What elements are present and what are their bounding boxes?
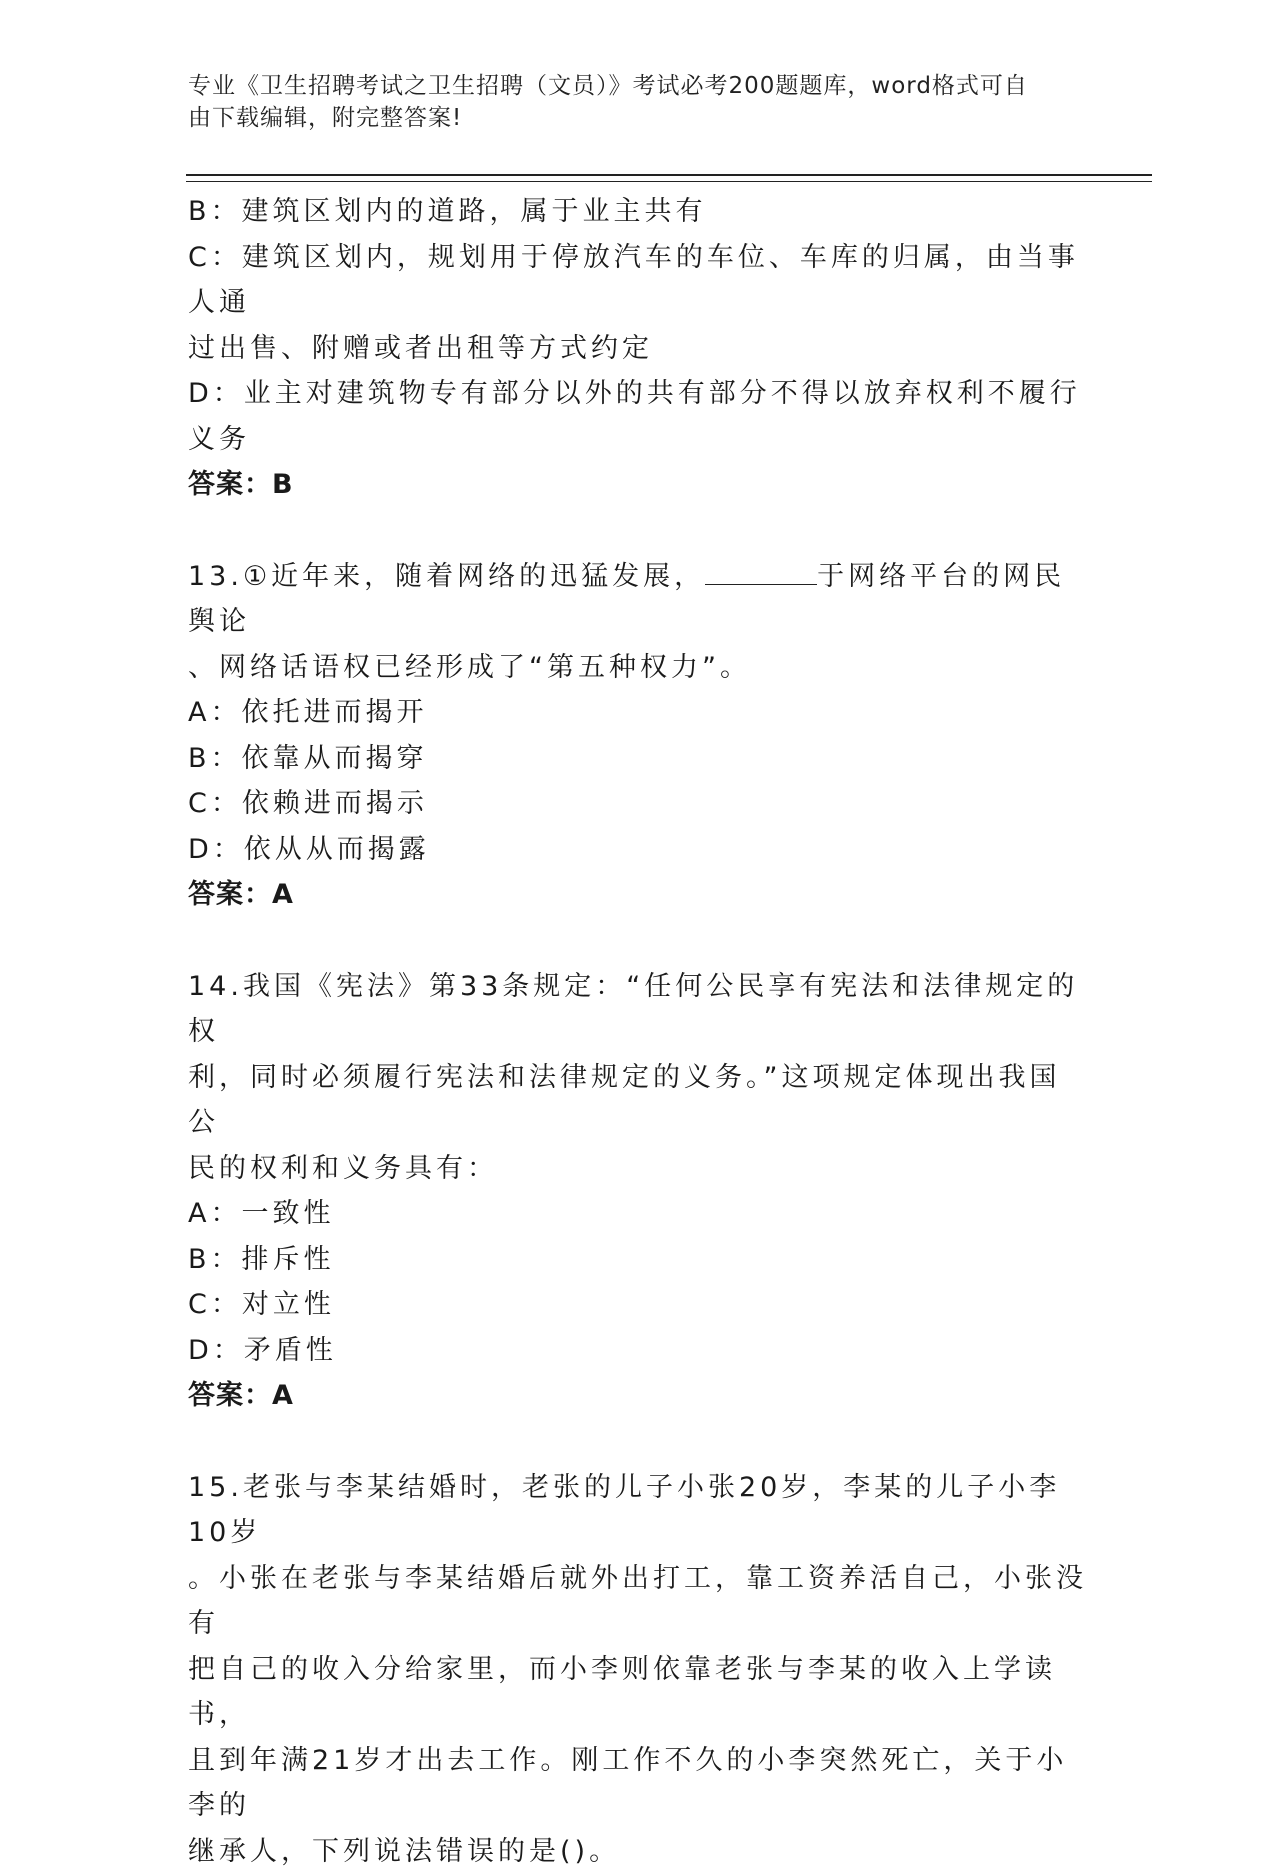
header-line-1: 专业《卫生招聘考试之卫生招聘（文员）》考试必考200题题库，word格式可自	[188, 70, 1068, 102]
q13-option-c: C：依赖进而揭示	[188, 781, 1088, 827]
header-line-2: 由下载编辑，附完整答案!	[188, 102, 1068, 134]
q14-option-d: D：矛盾性	[188, 1328, 1088, 1374]
q12-option-b: B：建筑区划内的道路，属于业主共有	[188, 189, 1088, 235]
q14-option-b: B：排斥性	[188, 1237, 1088, 1283]
q15-stem-line-5: 继承人，下列说法错误的是()。	[188, 1829, 1088, 1874]
spacer	[188, 1419, 1088, 1465]
question-13	[188, 554, 1088, 918]
q13-option-a: A：依托进而揭开	[188, 690, 1088, 736]
fill-in-blank	[705, 558, 817, 585]
q12-option-c-line-2: 过出售、附赠或者出租等方式约定	[188, 326, 1088, 372]
q15-stem-line-1: 15.老张与李某结婚时，老张的儿子小张20岁，李某的儿子小李10岁	[188, 1465, 1088, 1556]
spacer	[188, 918, 1088, 964]
q13-stem-line-2: 、网络话语权已经形成了“第五种权力”。	[188, 645, 1088, 691]
question-14	[188, 964, 1088, 1419]
q14-stem-line-2: 利，同时必须履行宪法和法律规定的义务。”这项规定体现出我国公	[188, 1055, 1088, 1146]
spacer	[188, 508, 1088, 554]
q14-answer: 答案：A	[188, 1373, 1088, 1419]
q14-stem-line-3: 民的权利和义务具有：	[188, 1146, 1088, 1192]
q13-stem-line-1	[188, 554, 1088, 645]
question-15	[188, 1465, 1088, 1874]
q12-option-d: D：业主对建筑物专有部分以外的共有部分不得以放弃权利不履行义务	[188, 371, 1088, 462]
document-body	[188, 189, 1088, 1874]
header-divider-thin	[186, 181, 1152, 182]
question-12-tail	[188, 189, 1088, 508]
q14-stem-line-1: 14.我国《宪法》第33条规定：“任何公民享有宪法和法律规定的权	[188, 964, 1088, 1055]
q13-stem-part-1: 13.①近年来，随着网络的迅猛发展，	[188, 561, 705, 592]
q13-option-d: D：依从从而揭露	[188, 827, 1088, 873]
q14-option-a: A：一致性	[188, 1191, 1088, 1237]
q13-stem-part-2: 于网络平台的网民舆论	[188, 561, 1065, 638]
q13-option-b: B：依靠从而揭穿	[188, 736, 1088, 782]
q14-option-c: C：对立性	[188, 1282, 1088, 1328]
q15-stem-line-3: 把自己的收入分给家里，而小李则依靠老张与李某的收入上学读书，	[188, 1647, 1088, 1738]
q12-answer: 答案：B	[188, 462, 1088, 508]
document-header	[188, 70, 1068, 134]
q15-stem-line-4: 且到年满21岁才出去工作。刚工作不久的小李突然死亡，关于小李的	[188, 1738, 1088, 1829]
q13-answer: 答案：A	[188, 872, 1088, 918]
q15-stem-line-2: 。小张在老张与李某结婚后就外出打工，靠工资养活自己，小张没有	[188, 1556, 1088, 1647]
q12-option-c-line-1: C：建筑区划内，规划用于停放汽车的车位、车库的归属，由当事人通	[188, 235, 1088, 326]
header-divider-thick	[186, 174, 1152, 176]
